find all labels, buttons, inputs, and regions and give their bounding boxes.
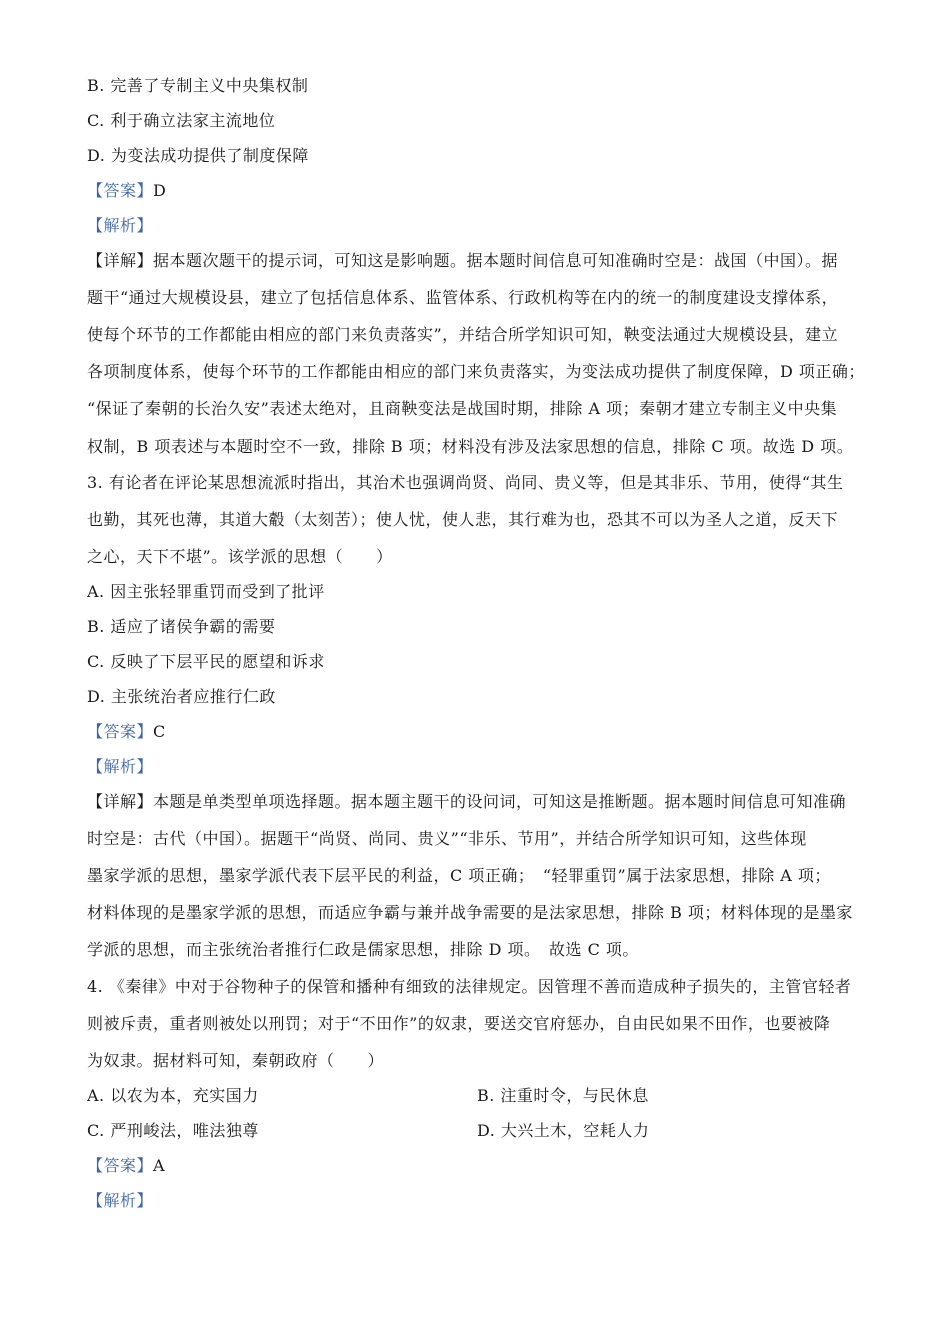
q2-option-d: D. 为变法成功提供了制度保障: [87, 146, 309, 165]
detail-label: 【详解】: [87, 251, 154, 270]
q3-detail-line: 材料体现的是墨家学派的思想，而适应争霸与兼并战争需要的是法家思想，排除 B 项；材料体现的是墨家: [87, 903, 853, 922]
answer-value: D: [153, 181, 167, 200]
q3-stem-line: 之心，天下不堪”。该学派的思想（ ）: [87, 547, 393, 566]
answer-label: 【答案】: [87, 181, 154, 200]
q4-options-row-2: [87, 1121, 867, 1141]
q2-detail-line: 权制，B 项表述与本题时空不一致，排除 B 项；材料没有涉及法家思想的信息，排除 C 项。故选 D 项。: [87, 437, 854, 456]
q4-stem-line: 4. 《秦律》中对于谷物种子的保管和播种有细致的法律规定。因管理不善而造成种子损失的，主管官轻者: [87, 977, 852, 996]
answer-value: A: [153, 1156, 166, 1175]
q2-detail-line: 题干“通过大规模设县，建立了包括信息体系、监管体系、行政机构等在内的统一的制度建设支撑体系，: [87, 288, 839, 307]
q3-answer: [87, 722, 166, 742]
q4-options-row-1: [87, 1086, 867, 1106]
q3-stem-line: 3. 有论者在评论某思想流派时指出，其治术也强调尚贤、尚同、贵义等，但是其非乐、节用，使得“其生: [87, 473, 844, 492]
q4-analysis-label: 【解析】: [87, 1191, 154, 1210]
q4-stem-line: 则被斥责，重者则被处以刑罚；对于“不田作”的奴隶，要送交官府惩办，自由民如果不田作，也要被降: [87, 1014, 831, 1033]
q2-detail-line: 使每个环节的工作都能由相应的部门来负责落实”，并结合所学知识可知，鞅变法通过大规模设县，建立: [87, 325, 839, 344]
q2-detail-line: [87, 251, 838, 271]
q3-option-b: B. 适应了诸侯争霸的需要: [87, 617, 276, 636]
q3-option-a: A. 因主张轻罪重罚而受到了批评: [87, 582, 325, 601]
answer-value: C: [153, 722, 166, 741]
answer-label: 【答案】: [87, 722, 154, 741]
q3-analysis-label: 【解析】: [87, 757, 154, 776]
q4-answer: [87, 1156, 165, 1176]
q2-analysis-label: 【解析】: [87, 216, 154, 235]
q2-option-b: B. 完善了专制主义中央集权制: [87, 76, 309, 95]
q2-option-c: C. 利于确立法家主流地位: [87, 111, 276, 130]
detail-label: 【详解】: [87, 792, 154, 811]
detail-text: 本题是单类型单项选择题。据本题主题干的设问词，可知这是推断题。据本题时间信息可知准确: [153, 792, 847, 811]
q3-detail-line: 学派的思想，而主张统治者推行仁政是儒家思想，排除 D 项。 故选 C 项。: [87, 940, 639, 959]
q4-option-c: C. 严刑峻法，唯法独尊: [87, 1121, 259, 1140]
q3-option-c: C. 反映了下层平民的愿望和诉求: [87, 652, 325, 671]
q3-detail-line: 时空是：古代（中国）。据题干“尚贤、尚同、贵义”“非乐、节用”，并结合所学知识可知，这些体现: [87, 829, 807, 848]
q3-detail-line: 墨家学派的思想，墨家学派代表下层平民的利益，C 项正确； “轻罪重罚”属于法家思想，排除 A 项；: [87, 866, 831, 885]
q4-stem-line: 为奴隶。据材料可知，秦朝政府（ ）: [87, 1051, 385, 1070]
answer-label: 【答案】: [87, 1156, 154, 1175]
q3-option-d: D. 主张统治者应推行仁政: [87, 687, 276, 706]
q2-answer: [87, 181, 166, 201]
q2-detail-line: 各项制度体系，使每个环节的工作都能由相应的部门来负责落实，为变法成功提供了制度保障，D 项正确；: [87, 362, 865, 381]
q2-detail-line: “保证了秦朝的长治久安”表述太绝对，且商鞅变法是战国时期，排除 A 项；秦朝才建立专制主义中央集: [87, 399, 838, 418]
q4-option-d: D. 大兴土木，空耗人力: [477, 1121, 650, 1140]
detail-text: 据本题次题干的提示词，可知这是影响题。据本题时间信息可知准确时空是：战国（中国）。据: [153, 251, 839, 270]
q4-option-a: A. 以农为本，充实国力: [87, 1086, 259, 1105]
q3-detail-line: [87, 792, 846, 812]
q3-stem-line: 也勤，其死也薄，其道大觳（太刻苦）；使人忧，使人悲，其行难为也，恐其不可以为圣人之道，反天下: [87, 510, 839, 529]
q4-option-b: B. 注重时令，与民休息: [477, 1086, 649, 1105]
